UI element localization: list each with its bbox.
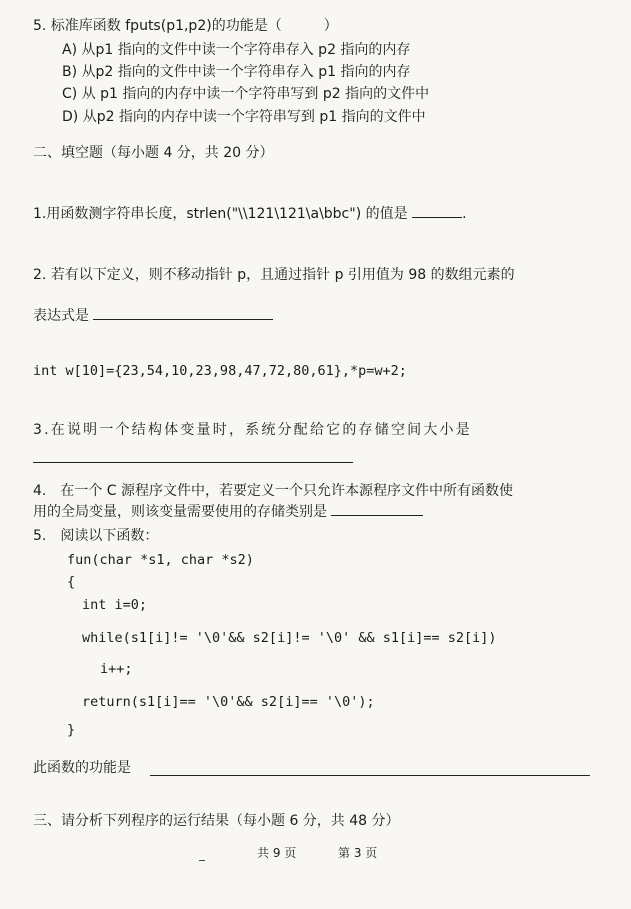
scan-speck	[199, 860, 205, 861]
fill3-answer-blank	[33, 462, 353, 463]
q5-option-c: C) 从 p1 指向的内存中读一个字符串写到 p2 指向的文件中	[62, 86, 430, 102]
footer-current-page: 第 3 页	[338, 846, 378, 860]
fill5-code-line: return(s1[i]== '\0'&& s2[i]== '\0');	[82, 694, 375, 710]
fill5-answer-blank	[150, 775, 590, 776]
footer-total-pages: 共 9 页	[257, 846, 297, 860]
fill4-label: 用的全局变量，则该变量需要使用的存储类别是	[33, 504, 327, 520]
fill4-answer-blank	[331, 501, 423, 516]
fill5-code-line: {	[67, 574, 76, 590]
q5-option-a: A) 从p1 指向的文件中读一个字符串存入 p2 指向的内存	[62, 42, 411, 58]
q5-option-b: B) 从p2 指向的文件中读一个字符串存入 p1 指向的内存	[62, 64, 411, 80]
fill5-code-line: i++;	[100, 661, 133, 677]
fill5-heading: 5. 阅读以下函数：	[33, 528, 159, 544]
fill2-line2	[33, 305, 273, 325]
q5-stem: 5. 标准库函数 fputs(p1,p2)的功能是（ ）	[33, 18, 338, 34]
fill5-code-line: }	[67, 722, 76, 738]
fill3-line1: 3.在说明一个结构体变量时，系统分配给它的存储空间大小是	[33, 422, 472, 438]
fill5-answer-label: 此函数的功能是	[33, 760, 131, 776]
fill1-answer-blank	[412, 203, 462, 218]
fill4-line1: 4. 在一个 C 源程序文件中，若要定义一个只允许本源程序文件中所有函数使	[33, 483, 514, 499]
fill2-label: 表达式是	[33, 308, 89, 324]
q5-option-d: D) 从p2 指向的内存中读一个字符串写到 p1 指向的文件中	[62, 109, 426, 125]
fill1-question: 1.用函数测字符串长度，strlen("\\121\121\a\bbc") 的值是	[33, 206, 408, 222]
fill5-code-line: while(s1[i]!= '\0'&& s2[i]!= '\0' && s1[i]== s2[i])	[82, 630, 497, 646]
fill4-line2	[33, 501, 423, 521]
section2-heading: 二、填空题（每小题 4 分，共 20 分）	[33, 145, 274, 161]
fill5-code-line: fun(char *s1, char *s2)	[67, 552, 254, 568]
fill2-code: int w[10]={23,54,10,23,98,47,72,80,61},*p=w+2;	[33, 363, 407, 379]
section3-heading: 三、请分析下列程序的运行结果（每小题 6 分，共 48 分）	[33, 813, 400, 829]
fill5-code-line: int i=0;	[82, 597, 148, 613]
fill2-line1: 2. 若有以下定义，则不移动指针 p，且通过指针 p 引用值为 98 的数组元素的	[33, 267, 515, 283]
fill2-answer-blank	[93, 305, 273, 320]
fill1-text	[33, 203, 467, 223]
fill1-tail: .	[462, 206, 467, 222]
